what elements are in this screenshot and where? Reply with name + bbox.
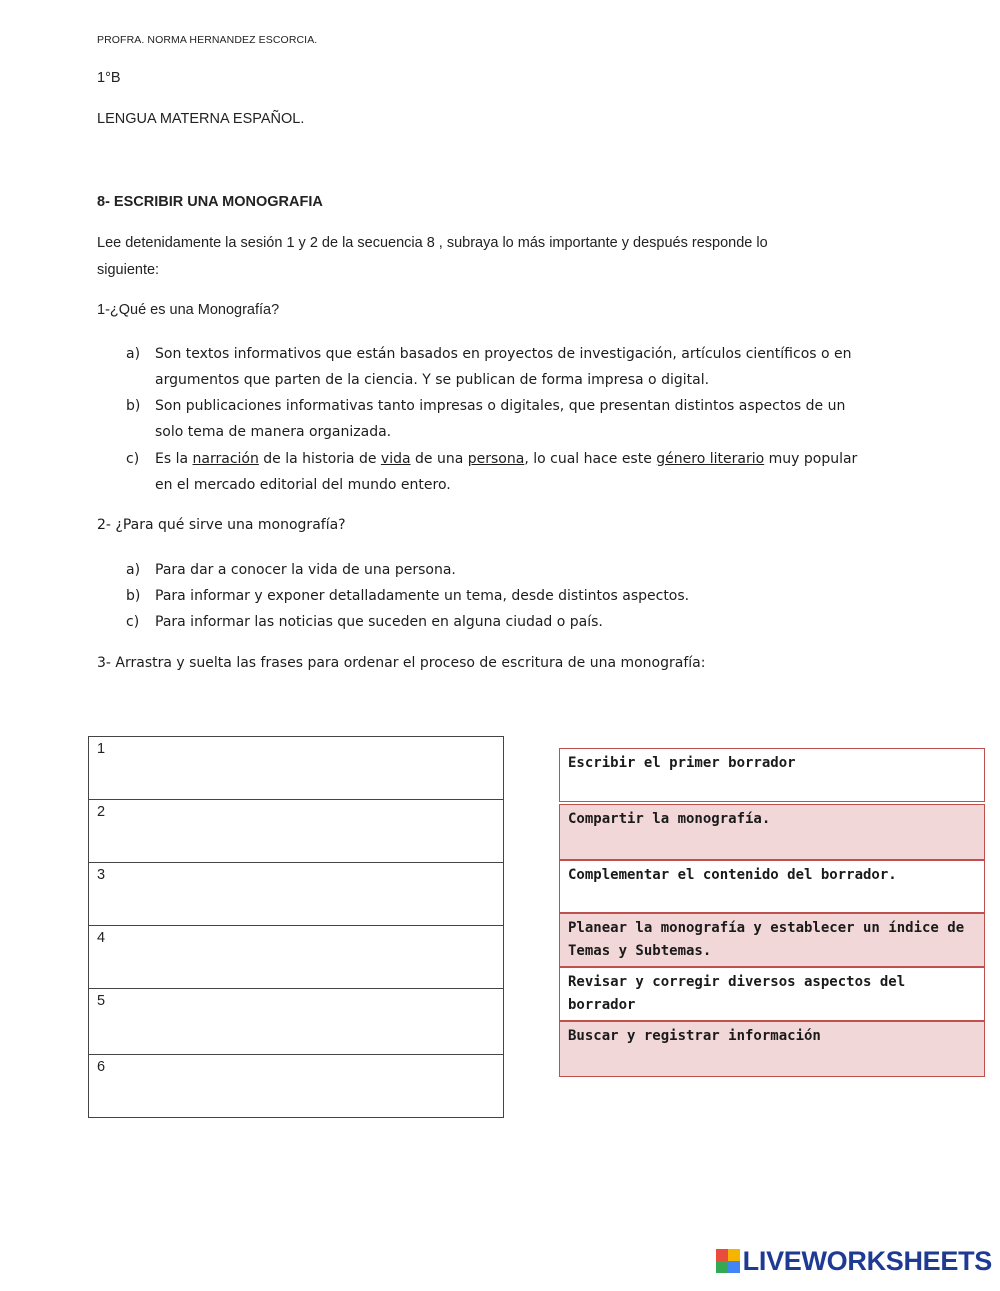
q2-option-a[interactable] (126, 557, 926, 583)
option-text-line-1: Son textos informativos que están basados en proyectos de investigación, artículos científicos o en (155, 346, 852, 362)
option-text-line-2: argumentos que parten de la ciencia. Y se publican de forma impresa o digital. (155, 372, 710, 388)
subject-label: LENGUA MATERNA ESPAÑOL. (97, 111, 305, 127)
liveworksheets-logo-icon (716, 1249, 740, 1273)
option-text: Para informar y exponer detalladamente un tema, desde distintos aspectos. (155, 588, 690, 604)
underlined-word: persona (467, 451, 525, 467)
option-text: Para informar las noticias que suceden en alguna ciudad o país. (155, 614, 603, 630)
option-text-line-1: Son publicaciones informativas tanto impresas o digitales, que presentan distintos aspectos de un (155, 398, 846, 414)
teacher-name: PROFRA. NORMA HERNANDEZ ESCORCIA. (97, 34, 318, 46)
card-text-line-1: Revisar y corregir diversos aspectos del borrador (568, 974, 906, 1013)
slot-number: 4 (97, 930, 106, 946)
drag-card[interactable] (559, 860, 985, 913)
q2-option-c[interactable] (126, 609, 926, 635)
card-text-line-1: Buscar y registrar información (568, 1028, 821, 1044)
instructions-line-2: siguiente: (97, 262, 160, 278)
slot-number: 2 (97, 804, 106, 820)
liveworksheets-logo (716, 1247, 992, 1275)
page-title: 8- ESCRIBIR UNA MONOGRAFIA (97, 194, 323, 210)
option-label: a) (126, 346, 141, 362)
card-text-line-1: Complementar el contenido del borrador. (568, 867, 897, 883)
option-text: Para dar a conocer la vida de una persona. (155, 562, 456, 578)
option-label: c) (126, 451, 140, 467)
option-text-line-2: solo tema de manera organizada. (155, 424, 392, 440)
slot-number: 3 (97, 867, 106, 883)
card-text-line-1: Escribir el primer borrador (568, 755, 796, 771)
underlined-word: narración (192, 451, 259, 467)
drop-slot-2[interactable] (89, 800, 503, 863)
drop-slot-4[interactable] (89, 926, 503, 989)
drop-slot-6[interactable] (89, 1055, 503, 1118)
q1-option-b[interactable] (126, 393, 926, 445)
q2-option-b[interactable] (126, 583, 926, 609)
card-text-line-1: Planear la monografía y establecer un índice de (568, 920, 965, 936)
option-label: a) (126, 562, 141, 578)
drag-cards (559, 748, 985, 1077)
drag-card[interactable] (559, 748, 985, 802)
option-text-line-1: Es la narración de la historia de vida de una persona, lo cual hace este género literario muy popular (155, 451, 858, 467)
drag-card[interactable] (559, 1021, 985, 1077)
question-3: 3- Arrastra y suelta las frases para ordenar el proceso de escritura de una monografía: (97, 655, 706, 671)
underlined-word: género literario (656, 451, 765, 467)
card-text-line-2: Temas y Subtemas. (568, 943, 712, 959)
logo-text: LIVEWORKSHEETS (742, 1245, 992, 1276)
option-label: c) (126, 614, 140, 630)
slot-number: 1 (97, 741, 106, 757)
option-text-line-2: en el mercado editorial del mundo entero. (155, 477, 451, 493)
drop-grid (88, 736, 504, 1118)
drop-slot-3[interactable] (89, 863, 503, 926)
slot-number: 5 (97, 993, 106, 1009)
drag-card[interactable] (559, 804, 985, 860)
option-label: b) (126, 398, 141, 414)
q1-option-a[interactable] (126, 341, 926, 393)
drop-slot-5[interactable] (89, 989, 503, 1055)
underlined-word: vida (380, 451, 411, 467)
q1-option-c[interactable] (126, 446, 926, 498)
option-label: b) (126, 588, 141, 604)
drag-card[interactable] (559, 967, 985, 1021)
card-text-line-1: Compartir la monografía. (568, 811, 771, 827)
drag-card[interactable] (559, 913, 985, 967)
instructions-line-1: Lee detenidamente la sesión 1 y 2 de la secuencia 8 , subraya lo más importante y después responde lo (97, 235, 768, 251)
slot-number: 6 (97, 1059, 106, 1075)
drop-slot-1[interactable] (89, 737, 503, 800)
grade-label: 1°B (97, 70, 121, 86)
question-1: 1-¿Qué es una Monografía? (97, 302, 280, 318)
question-2: 2- ¿Para qué sirve una monografía? (97, 517, 346, 533)
